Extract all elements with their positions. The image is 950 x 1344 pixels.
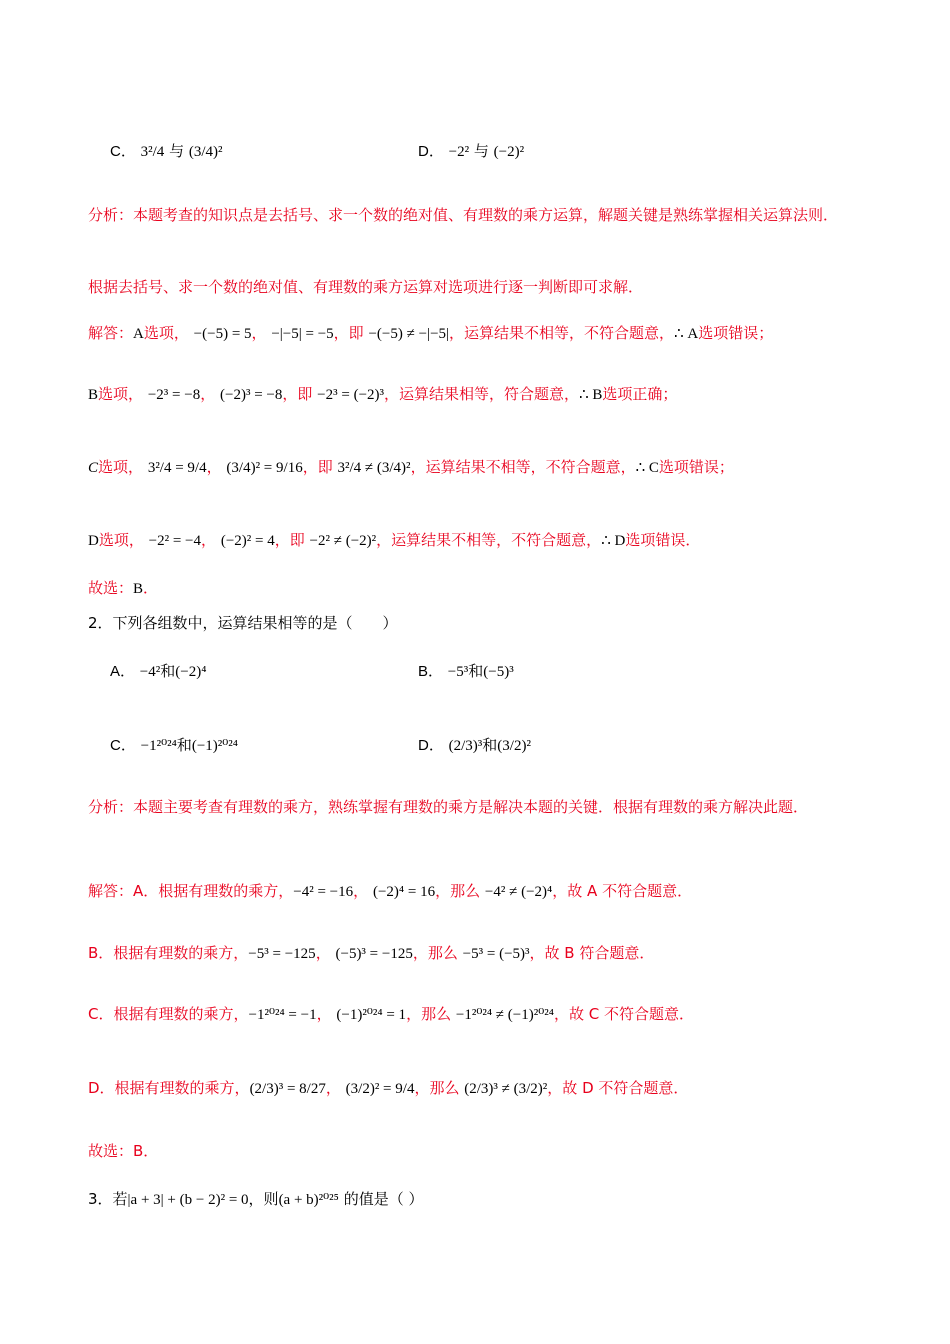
therefore-symbol: ∴ C	[635, 460, 659, 476]
math-expr: (a + b)²⁰²⁵	[278, 1192, 339, 1208]
math-expr: (−5)³	[483, 664, 514, 680]
text: 选项错误；	[698, 324, 774, 342]
math-expr: −(−5) ≠ −|−5|	[368, 326, 450, 342]
option-label: C．	[110, 143, 136, 160]
q2-option-a	[110, 660, 206, 683]
q1-analysis-method: 根据去括号、求一个数的绝对值、有理数的乘方运算对选项进行逐一判断即可求解．	[88, 278, 644, 296]
math-expr: (3/2)²	[497, 738, 531, 754]
q3-stem	[88, 1188, 423, 1211]
option-label: D．	[418, 143, 444, 160]
text: 3．若	[88, 1190, 128, 1208]
option-letter: D	[88, 533, 99, 549]
text: ，	[316, 1005, 332, 1023]
q2-option-b	[418, 660, 514, 683]
q1-solution-c	[88, 456, 734, 479]
math-expr: (2/3)³	[448, 738, 483, 754]
math-expr: −4²	[139, 664, 161, 680]
math-expr: (−2)²	[493, 144, 525, 160]
text: 选项错误．	[625, 531, 701, 549]
text: 选项正确；	[602, 385, 678, 403]
text: ，	[315, 944, 331, 962]
text: 选项，	[143, 324, 189, 342]
option-letter: C	[88, 460, 99, 476]
math-expr: |a + 3| + (b − 2)² = 0	[127, 1192, 249, 1208]
text: ，	[201, 531, 217, 549]
math-expr: −5³ = (−5)³	[462, 946, 530, 962]
q2-option-c	[110, 734, 238, 757]
text: ，	[251, 324, 267, 342]
math-expr: −2³ = −8	[147, 387, 201, 403]
text: ，运算结果相等，符合题意，	[384, 385, 580, 403]
math-expr: −4² = −16	[293, 884, 354, 900]
math-expr: −|−5| = −5	[271, 326, 334, 342]
option-label: D．	[418, 737, 444, 754]
solution-head: 解答：	[88, 324, 134, 342]
q2-solution-d	[88, 1077, 688, 1100]
text: 的值是（ ）	[338, 1190, 424, 1208]
text: ，那么	[406, 1005, 452, 1023]
text: ，	[325, 1079, 341, 1097]
answer-prefix: 故选：	[88, 579, 134, 597]
math-expr: −1²⁰²⁴ ≠ (−1)²⁰²⁴	[455, 1007, 554, 1023]
q2-solution-b	[88, 942, 654, 965]
text: ，那么	[412, 944, 458, 962]
therefore-symbol: ∴ B	[579, 387, 603, 403]
text: 选项错误；	[658, 458, 734, 476]
text: B．根据有理数的乘方，	[88, 944, 249, 962]
math-expr: (2/3)³ = 8/27	[249, 1081, 326, 1097]
conjunction: 与	[169, 142, 185, 160]
text: ，故 A 不符合题意．	[552, 882, 693, 900]
option-label: B．	[418, 663, 444, 680]
option-letter: B	[88, 387, 99, 403]
math-expr: (−1)²⁰²⁴ = 1	[336, 1007, 407, 1023]
math-expr: (3/4)²	[188, 144, 223, 160]
conjunction: 和	[482, 736, 498, 754]
conjunction: 与	[473, 142, 489, 160]
text: 选项，	[98, 458, 144, 476]
q2-solution-a	[88, 880, 692, 903]
math-expr: 3²/4 = 9/4	[147, 460, 207, 476]
math-expr: 3²/4 ≠ (3/4)²	[337, 460, 411, 476]
q1-solution-d	[88, 529, 700, 552]
math-expr: −2²	[448, 144, 470, 160]
conjunction: 和	[160, 662, 176, 680]
q1-answer	[88, 577, 158, 600]
math-expr: (2/3)³ ≠ (3/2)²	[464, 1081, 548, 1097]
q2-option-d	[418, 734, 531, 757]
text: ，运算结果不相等，不符合题意，	[376, 531, 602, 549]
text: ，即	[274, 531, 305, 549]
math-expr: −(−5) = 5	[193, 326, 252, 342]
text: ，	[206, 458, 222, 476]
math-expr: (−1)²⁰²⁴	[191, 738, 239, 754]
text: ，故 B 符合题意．	[529, 944, 655, 962]
text: ，	[353, 882, 369, 900]
math-expr: −1²⁰²⁴ = −1	[248, 1007, 317, 1023]
math-expr: (−2)⁴ = 16	[372, 884, 436, 900]
math-expr: −2² = −4	[148, 533, 202, 549]
q1-solution-a	[88, 322, 773, 345]
q2-stem: 2．下列各组数中，运算结果相等的是（ ）	[88, 614, 398, 632]
math-expr: (−2)⁴	[175, 664, 207, 680]
text: C．根据有理数的乘方，	[88, 1005, 249, 1023]
q1-option-c	[110, 140, 223, 163]
text: 选项，	[98, 531, 144, 549]
text: ，故 C 不符合题意．	[553, 1005, 694, 1023]
math-expr: (−2)² = 4	[220, 533, 275, 549]
text: ，则	[248, 1190, 279, 1208]
math-expr: −5³ = −125	[248, 946, 316, 962]
math-expr: 3²/4	[140, 144, 165, 160]
conjunction: 和	[468, 662, 484, 680]
conjunction: 和	[176, 736, 192, 754]
text: ，那么	[435, 882, 481, 900]
answer-value: B	[133, 581, 144, 597]
therefore-symbol: ∴ A	[674, 326, 699, 342]
math-expr: −2² ≠ (−2)²	[309, 533, 377, 549]
q2-solution-c	[88, 1003, 694, 1026]
math-expr: −2³ = (−2)³	[317, 387, 385, 403]
option-letter: A	[133, 326, 144, 342]
math-expr: −1²⁰²⁴	[140, 738, 177, 754]
text: 解答：A．根据有理数的乘方，	[88, 882, 294, 900]
text: ，那么	[414, 1079, 460, 1097]
text: ，即	[282, 385, 313, 403]
math-expr: (3/2)² = 9/4	[345, 1081, 415, 1097]
text: D．根据有理数的乘方，	[88, 1079, 250, 1097]
text: ，即	[333, 324, 364, 342]
option-label: C．	[110, 737, 136, 754]
q2-analysis: 分析：本题主要考查有理数的乘方，熟练掌握有理数的乘方是解决本题的关键．根据有理数的乘方解决此题．	[88, 798, 809, 816]
math-expr: (−2)³ = −8	[220, 387, 283, 403]
answer-suffix: ．	[143, 579, 159, 597]
math-expr: (3/4)² = 9/16	[226, 460, 303, 476]
text: ，即	[302, 458, 333, 476]
q1-option-d	[418, 140, 524, 163]
text: 选项，	[98, 385, 144, 403]
q2-answer: 故选：B．	[88, 1142, 159, 1160]
text: ，运算结果不相等，不符合题意，	[410, 458, 636, 476]
math-expr: −4² ≠ (−2)⁴	[484, 884, 553, 900]
text: ，运算结果不相等，不符合题意，	[449, 324, 675, 342]
math-expr: (−5)³ = −125	[335, 946, 413, 962]
text: ，	[200, 385, 216, 403]
math-expr: −5³	[447, 664, 469, 680]
q1-solution-b	[88, 383, 677, 406]
text: ，故 D 不符合题意．	[547, 1079, 689, 1097]
q1-analysis: 分析：本题考查的知识点是去括号、求一个数的绝对值、有理数的乘方运算，解题关键是熟练掌握相关运算法则．	[88, 206, 839, 224]
therefore-symbol: ∴ D	[601, 533, 626, 549]
option-label: A．	[110, 663, 136, 680]
